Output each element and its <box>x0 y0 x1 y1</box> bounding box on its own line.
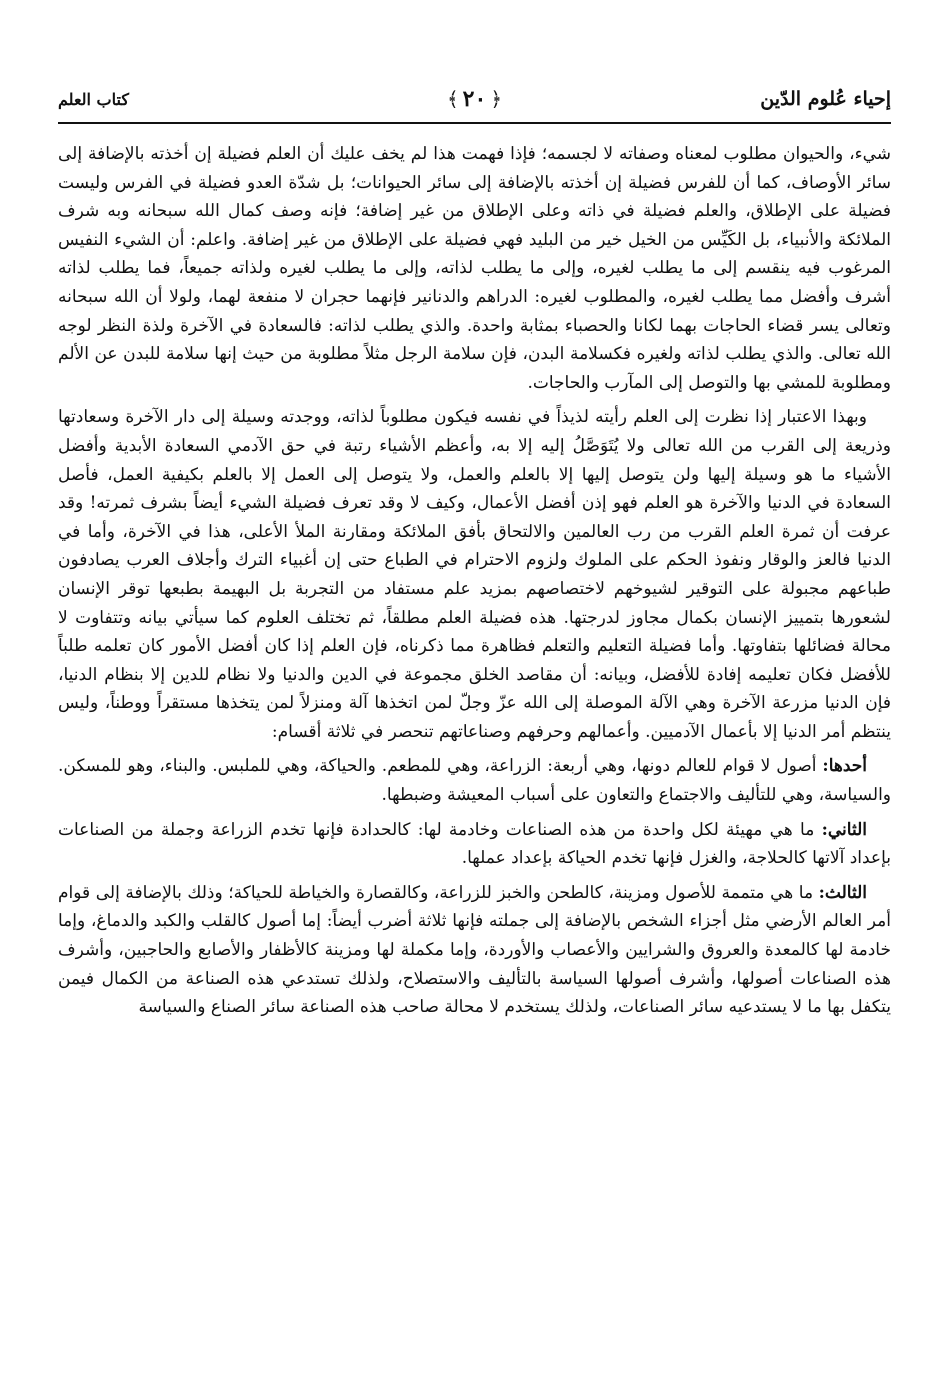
paragraph-2: وبهذا الاعتبار إذا نظرت إلى العلم رأيته لذيذاً في نفسه فيكون مطلوباً لذاته، ووجدته وسيلة إلى دار الآخرة وسعادتها وذريعة إلى القرب من الله تعالى ولا يُتَوَصَّلُ إليه إلا به، وأعظم الأشياء رتبة في حق الآدمي السعادة الأبدية وأفضل الأشياء ما هو وسيلة إليها ولن يتوصل إليها إلا بالعلم والعمل، ولا يتوصل إلى العمل إلا بالعلم بكيفية العمل، فأصل السعادة في الدنيا والآخرة هو العلم فهو إذن أفضل الأعمال، وكيف لا وقد تعرف فضيلة الشيء أيضاً بشرف ثمرته! وقد عرفت أن ثمرة العلم القرب من رب العالمين والالتحاق بأفق الملائكة ومقارنة الملأ الأعلى، هذا في الآخرة، وأما في الدنيا فالعز والوقار ونفوذ الحكم على الملوك ولزوم الاحترام في الطباع حتى إن أغبياء الترك وأجلاف العرب يصادفون طباعهم مجبولة على التوقير لشيوخهم لاختصاصهم بمزيد علم مستفاد من التجربة بل البهيمة بطبعها توقر الإنسان لشعورها بتمييز الإنسان بكمال مجاوز لدرجتها. هذه فضيلة العلم مطلقاً، ثم تختلف العلوم كما سيأتي بيانه وتتفاوت لا محالة فضائلها بتفاوتها. وأما فضيلة التعليم والتعلم فظاهرة مما ذكرناه، فإن العلم إذا كان أفضل الأمور كان تعلمه طلباً للأفضل فكان تعليمه إفادة للأفضل، وبيانه: أن مقاصد الخلق مجموعة في الدين والدنيا ولا نظام للدين إلا بنظام الدنيا، فإن الدنيا مزرعة الآخرة وهي الآلة الموصلة إلى الله عزّ وجلّ لمن اتخذها آلة ومنزلاً لمن يتخذها مستقراً ووطناً، وليس ينتظم أمر الدنيا إلا بأعمال الآدميين. وأعمالهم وحرفهم وصناعاتهم تنحصر في ثلاثة أقسام: <box>58 407 891 742</box>
ornament-left-icon: ﴿ <box>490 87 503 111</box>
chapter-title: كتاب العلم <box>58 89 129 109</box>
paragraph-3 <box>58 752 891 809</box>
running-header <box>58 82 891 124</box>
section-text: ما هي مهيئة لكل واحدة من هذه الصناعات وخادمة لها: كالحدادة فإنها تخدم الزراعة وجملة من الصناعات بإعداد آلاتها كالحلاجة، والغزل فإنها تخدم الحياكة بإعداد عملها. <box>58 819 891 869</box>
ornament-right-icon: ﴾ <box>446 87 459 111</box>
page-number-ornament <box>447 86 502 112</box>
paragraph-4 <box>58 816 891 873</box>
section-lead: أحدها: <box>822 756 867 777</box>
book-title: إحياء عُلوم الدّين <box>760 88 891 110</box>
paragraph-5 <box>58 879 891 1022</box>
section-lead: الثاني: <box>821 819 867 840</box>
page-number: ٢٠ <box>462 86 487 112</box>
page-body <box>58 140 891 1022</box>
section-text: أصول لا قوام للعالم دونها، وهي أربعة: الزراعة، وهي للمطعم. والحياكة، وهي للملبس. والبناء، وهو للمسكن. والسياسة، وهي للتأليف والاجتماع والتعاون على أسباب المعيشة وضبطها. <box>58 756 891 806</box>
section-lead: الثالث: <box>818 882 867 903</box>
section-text: ما هي متممة للأصول ومزينة، كالطحن والخبز للزراعة، وكالقصارة والخياطة للحياكة؛ وذلك بالإضافة إلى قوام أمر العالم الأرضي مثل أجزاء الشخص بالإضافة إلى جملته فإنها ثلاثة أضرب أيضاً: إما أصول كالقلب والكبد والدماغ، وإما خادمة لها كالمعدة والعروق والشرايين والأعصاب والأوردة، وإما مكملة لها ومزينة كالأظفار والأصابع والحاجبين، وأشرف هذه الصناعات أصولها، وأشرف أصولها السياسة بالتأليف والاستصلاح، ولذلك تستدعي هذه الصناعة من الكمال فيمن يتكفل بها ما لا يستدعيه سائر الصناعات، ولذلك يستخدم لا محالة صاحب هذه الصناعة سائر الصناع والسياسة <box>58 882 891 1018</box>
paragraph-1: شيء، والحيوان مطلوب لمعناه وصفاته لا لجسمه؛ فإذا فهمت هذا لم يخف عليك أن العلم فضيلة إن أخذته بالإضافة إلى سائر الأوصاف، كما أن للفرس فضيلة إن أخذته بالإضافة إلى سائر الحيوانات؛ بل شدّة العدو فضيلة في الفرس وليست فضيلة على الإطلاق، والعلم فضيلة في ذاته وعلى الإطلاق من غير إضافة؛ فإنه وصف كمال الله سبحانه وبه شرف الملائكة والأنبياء، بل الكَيِّس من الخيل خير من البليد فهي فضيلة على الإطلاق من غير إضافة. واعلم: أن الشيء النفيس المرغوب فيه ينقسم إلى ما يطلب لغيره، وإلى ما يطلب لذاته، وإلى ما يطلب لغيره ولذاته جميعاً، فما يطلب لذاته أشرف وأفضل مما يطلب لغيره، والمطلوب لغيره: الدراهم والدنانير فإنهما حجران لا منفعة لهما، ولولا أن الله سبحانه وتعالى يسر قضاء الحاجات بهما لكانا والحصباء بمثابة واحدة. والذي يطلب لذاته: فالسعادة في الآخرة ولذة النظر لوجه الله تعالى. والذي يطلب لذاته ولغيره فكسلامة البدن، فإن سلامة الرجل مثلاً مطلوبة من حيث إنها سلامة للبدن عن الألم ومطلوبة للمشي بها والتوصل إلى المآرب والحاجات. <box>58 144 891 393</box>
